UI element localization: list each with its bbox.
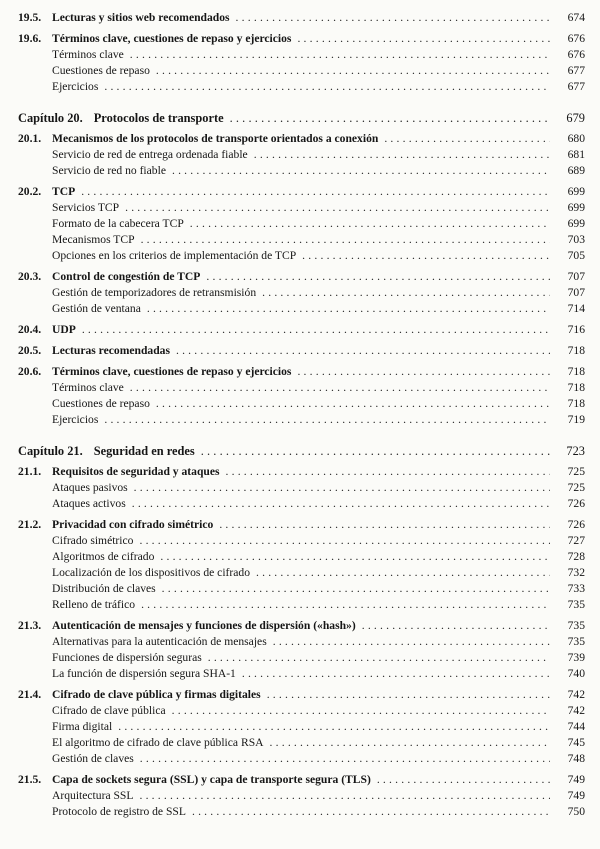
dot-leader <box>190 216 550 232</box>
entry-page-number: 718 <box>567 344 585 357</box>
entry-number: 19.6. <box>18 32 42 45</box>
toc-entry-sub <box>18 480 585 496</box>
toc-entry-sub <box>18 163 585 179</box>
entry-page-number: 699 <box>567 185 585 198</box>
entry-number: 21.3. <box>18 619 42 632</box>
entry-title: Términos clave, cuestiones de repaso y ejercicios <box>52 365 292 378</box>
entry-page-number: 689 <box>567 164 585 177</box>
toc-entry-section <box>18 31 585 47</box>
entry-page-number: 749 <box>567 789 585 802</box>
dot-leader <box>262 285 550 301</box>
entry-title: Autenticación de mensajes y funciones de dispersión («hash») <box>52 619 356 632</box>
toc-entry-sub <box>18 200 585 216</box>
entry-page-number: 728 <box>567 550 585 563</box>
entry-title: Lecturas recomendadas <box>52 344 170 357</box>
entry-number: 19.5. <box>18 11 42 24</box>
entry-page-number: 703 <box>567 233 585 246</box>
toc-entry-section <box>18 10 585 26</box>
dot-leader <box>254 147 550 163</box>
entry-title: Funciones de dispersión seguras <box>52 651 202 664</box>
entry-title: Mecanismos de los protocolos de transporte orientados a conexión <box>52 132 379 145</box>
toc-entry-sub <box>18 666 585 682</box>
entry-title: Términos clave, cuestiones de repaso y ejercicios <box>52 32 292 45</box>
dot-leader <box>156 63 550 79</box>
entry-page-number: 676 <box>567 32 585 45</box>
toc-entry-section <box>18 364 585 380</box>
entry-number: Capítulo 21. <box>18 444 83 458</box>
dot-leader <box>192 804 550 820</box>
dot-leader <box>140 751 550 767</box>
entry-page-number: 748 <box>567 752 585 765</box>
entry-page-number: 735 <box>567 635 585 648</box>
dot-leader <box>176 343 550 359</box>
dot-leader <box>219 517 550 533</box>
entry-title: Cuestiones de repaso <box>52 64 150 77</box>
dot-leader <box>147 301 550 317</box>
entry-title: Relleno de tráfico <box>52 598 136 611</box>
entry-page-number: 677 <box>567 64 585 77</box>
entry-page-number: 742 <box>567 688 585 701</box>
entry-title: Servicios TCP <box>52 201 120 214</box>
entry-title: Seguridad en redes <box>93 444 195 458</box>
entry-number: 20.3. <box>18 270 42 283</box>
dot-leader <box>160 549 550 565</box>
entry-title: Ataques pasivos <box>52 481 128 494</box>
entry-page-number: 679 <box>566 111 585 125</box>
entry-title: Firma digital <box>52 720 113 733</box>
toc-entry-sub <box>18 788 585 804</box>
entry-page-number: 699 <box>567 217 585 230</box>
dot-leader <box>384 131 550 147</box>
toc-entry-section <box>18 464 585 480</box>
entry-title: Protocolos de transporte <box>93 111 224 125</box>
entry-page-number: 742 <box>567 704 585 717</box>
toc-entry-sub <box>18 703 585 719</box>
entry-title: Servicio de red de entrega ordenada fiable <box>52 148 248 161</box>
toc-entry-sub <box>18 63 585 79</box>
dot-leader <box>256 565 550 581</box>
toc-entry-section <box>18 772 585 788</box>
entry-page-number: 733 <box>567 582 585 595</box>
dot-leader <box>118 719 550 735</box>
entry-page-number: 727 <box>567 534 585 547</box>
entry-title: Cifrado simétrico <box>52 534 134 547</box>
toc-entry-chapter <box>18 110 585 126</box>
dot-leader <box>242 666 550 682</box>
dot-leader <box>362 618 550 634</box>
toc-entry-sub <box>18 396 585 412</box>
toc-entry-sub <box>18 565 585 581</box>
entry-title: Arquitectura SSL <box>52 789 134 802</box>
entry-title: El algoritmo de cifrado de clave pública RSA <box>52 736 264 749</box>
toc-entry-sub <box>18 581 585 597</box>
dot-leader <box>104 412 550 428</box>
entry-title: Formato de la cabecera TCP <box>52 217 184 230</box>
dot-leader <box>141 232 550 248</box>
toc-entry-sub <box>18 804 585 820</box>
dot-leader <box>206 269 550 285</box>
toc-entry-sub <box>18 301 585 317</box>
dot-leader <box>130 380 550 396</box>
entry-title: Servicio de red no fiable <box>52 164 166 177</box>
entry-page-number: 739 <box>567 651 585 664</box>
dot-leader <box>82 322 550 338</box>
toc-entry-sub <box>18 412 585 428</box>
dot-leader <box>130 47 550 63</box>
entry-title: Ejercicios <box>52 80 99 93</box>
entry-page-number: 725 <box>567 465 585 478</box>
entry-title: Algoritmos de cifrado <box>52 550 155 563</box>
entry-number: 20.6. <box>18 365 42 378</box>
entry-page-number: 676 <box>567 48 585 61</box>
entry-title: Privacidad con cifrado simétrico <box>52 518 214 531</box>
entry-page-number: 699 <box>567 201 585 214</box>
dot-leader <box>139 788 550 804</box>
entry-page-number: 707 <box>567 270 585 283</box>
entry-title: Cifrado de clave pública <box>52 704 166 717</box>
toc-entry-section <box>18 269 585 285</box>
entry-number: 20.4. <box>18 323 42 336</box>
dot-leader <box>377 772 550 788</box>
toc-entry-section <box>18 517 585 533</box>
dot-leader <box>236 10 550 26</box>
dot-leader <box>267 687 550 703</box>
entry-number: 21.4. <box>18 688 42 701</box>
toc-entry-sub <box>18 285 585 301</box>
dot-leader <box>125 200 550 216</box>
entry-page-number: 723 <box>566 444 585 458</box>
entry-page-number: 740 <box>567 667 585 680</box>
entry-title: UDP <box>52 323 76 336</box>
dot-leader <box>139 533 550 549</box>
dot-leader <box>297 31 550 47</box>
entry-page-number: 714 <box>567 302 585 315</box>
toc-entry-sub <box>18 380 585 396</box>
entry-page-number: 677 <box>567 80 585 93</box>
dot-leader <box>81 184 550 200</box>
entry-title: Alternativas para la autenticación de mensajes <box>52 635 267 648</box>
dot-leader <box>273 634 550 650</box>
entry-title: Ataques activos <box>52 497 126 510</box>
entry-number: 21.5. <box>18 773 42 786</box>
entry-page-number: 681 <box>567 148 585 161</box>
entry-title: Cifrado de clave pública y firmas digitales <box>52 688 261 701</box>
entry-title: Distribución de claves <box>52 582 156 595</box>
toc-entry-chapter <box>18 443 585 459</box>
entry-page-number: 716 <box>567 323 585 336</box>
entry-page-number: 718 <box>567 381 585 394</box>
dot-leader <box>226 464 551 480</box>
entry-title: Opciones en los criterios de implementación de TCP <box>52 249 297 262</box>
entry-page-number: 718 <box>567 365 585 378</box>
entry-page-number: 705 <box>567 249 585 262</box>
dot-leader <box>201 443 550 459</box>
dot-leader <box>172 703 550 719</box>
entry-page-number: 744 <box>567 720 585 733</box>
entry-number: 21.1. <box>18 465 42 478</box>
dot-leader <box>134 480 550 496</box>
toc-entry-section <box>18 618 585 634</box>
entry-page-number: 674 <box>567 11 585 24</box>
dot-leader <box>208 650 550 666</box>
entry-page-number: 749 <box>567 773 585 786</box>
dot-leader <box>156 396 550 412</box>
toc-entry-section <box>18 131 585 147</box>
entry-page-number: 680 <box>567 132 585 145</box>
entry-page-number: 726 <box>567 497 585 510</box>
entry-title: Lecturas y sitios web recomendados <box>52 11 230 24</box>
toc-entry-sub <box>18 719 585 735</box>
toc-entry-sub <box>18 650 585 666</box>
dot-leader <box>230 110 550 126</box>
entry-title: Términos clave <box>52 381 124 394</box>
entry-title: Capa de sockets segura (SSL) y capa de transporte segura (TLS) <box>52 773 371 786</box>
entry-page-number: 725 <box>567 481 585 494</box>
entry-number: 21.2. <box>18 518 42 531</box>
entry-title: Ejercicios <box>52 413 99 426</box>
entry-title: Gestión de claves <box>52 752 134 765</box>
entry-title: Gestión de ventana <box>52 302 141 315</box>
toc-entry-sub <box>18 47 585 63</box>
entry-number: 20.5. <box>18 344 42 357</box>
entry-title: Requisitos de seguridad y ataques <box>52 465 220 478</box>
toc-entry-sub <box>18 634 585 650</box>
toc-entry-sub <box>18 735 585 751</box>
entry-title: Protocolo de registro de SSL <box>52 805 186 818</box>
dot-leader <box>172 163 550 179</box>
dot-leader <box>270 735 550 751</box>
toc-entry-sub <box>18 216 585 232</box>
toc-entry-sub <box>18 147 585 163</box>
toc-entry-section <box>18 322 585 338</box>
toc-entry-section <box>18 343 585 359</box>
entry-page-number: 745 <box>567 736 585 749</box>
entry-title: Términos clave <box>52 48 124 61</box>
entry-page-number: 750 <box>567 805 585 818</box>
toc-entry-sub <box>18 533 585 549</box>
dot-leader <box>302 248 550 264</box>
entry-title: La función de dispersión segura SHA-1 <box>52 667 236 680</box>
dot-leader <box>141 597 550 613</box>
dot-leader <box>104 79 550 95</box>
toc-entry-section <box>18 687 585 703</box>
toc-entry-section <box>18 184 585 200</box>
entry-number: Capítulo 20. <box>18 111 83 125</box>
entry-title: Localización de los dispositivos de cifrado <box>52 566 251 579</box>
dot-leader <box>132 496 550 512</box>
entry-title: Control de congestión de TCP <box>52 270 201 283</box>
toc-entry-sub <box>18 751 585 767</box>
toc-entry-sub <box>18 248 585 264</box>
entry-page-number: 735 <box>567 598 585 611</box>
entry-title: TCP <box>52 185 76 198</box>
entry-page-number: 718 <box>567 397 585 410</box>
dot-leader <box>162 581 550 597</box>
entry-page-number: 735 <box>567 619 585 632</box>
entry-page-number: 726 <box>567 518 585 531</box>
entry-page-number: 719 <box>567 413 585 426</box>
entry-number: 20.2. <box>18 185 42 198</box>
entry-title: Gestión de temporizadores de retransmisión <box>52 286 257 299</box>
entry-page-number: 732 <box>567 566 585 579</box>
dot-leader <box>297 364 550 380</box>
toc-entry-sub <box>18 597 585 613</box>
toc-entry-sub <box>18 496 585 512</box>
entry-number: 20.1. <box>18 132 42 145</box>
toc-entry-sub <box>18 232 585 248</box>
entry-title: Cuestiones de repaso <box>52 397 150 410</box>
toc-entry-sub <box>18 79 585 95</box>
toc-entry-sub <box>18 549 585 565</box>
entry-page-number: 707 <box>567 286 585 299</box>
entry-title: Mecanismos TCP <box>52 233 135 246</box>
